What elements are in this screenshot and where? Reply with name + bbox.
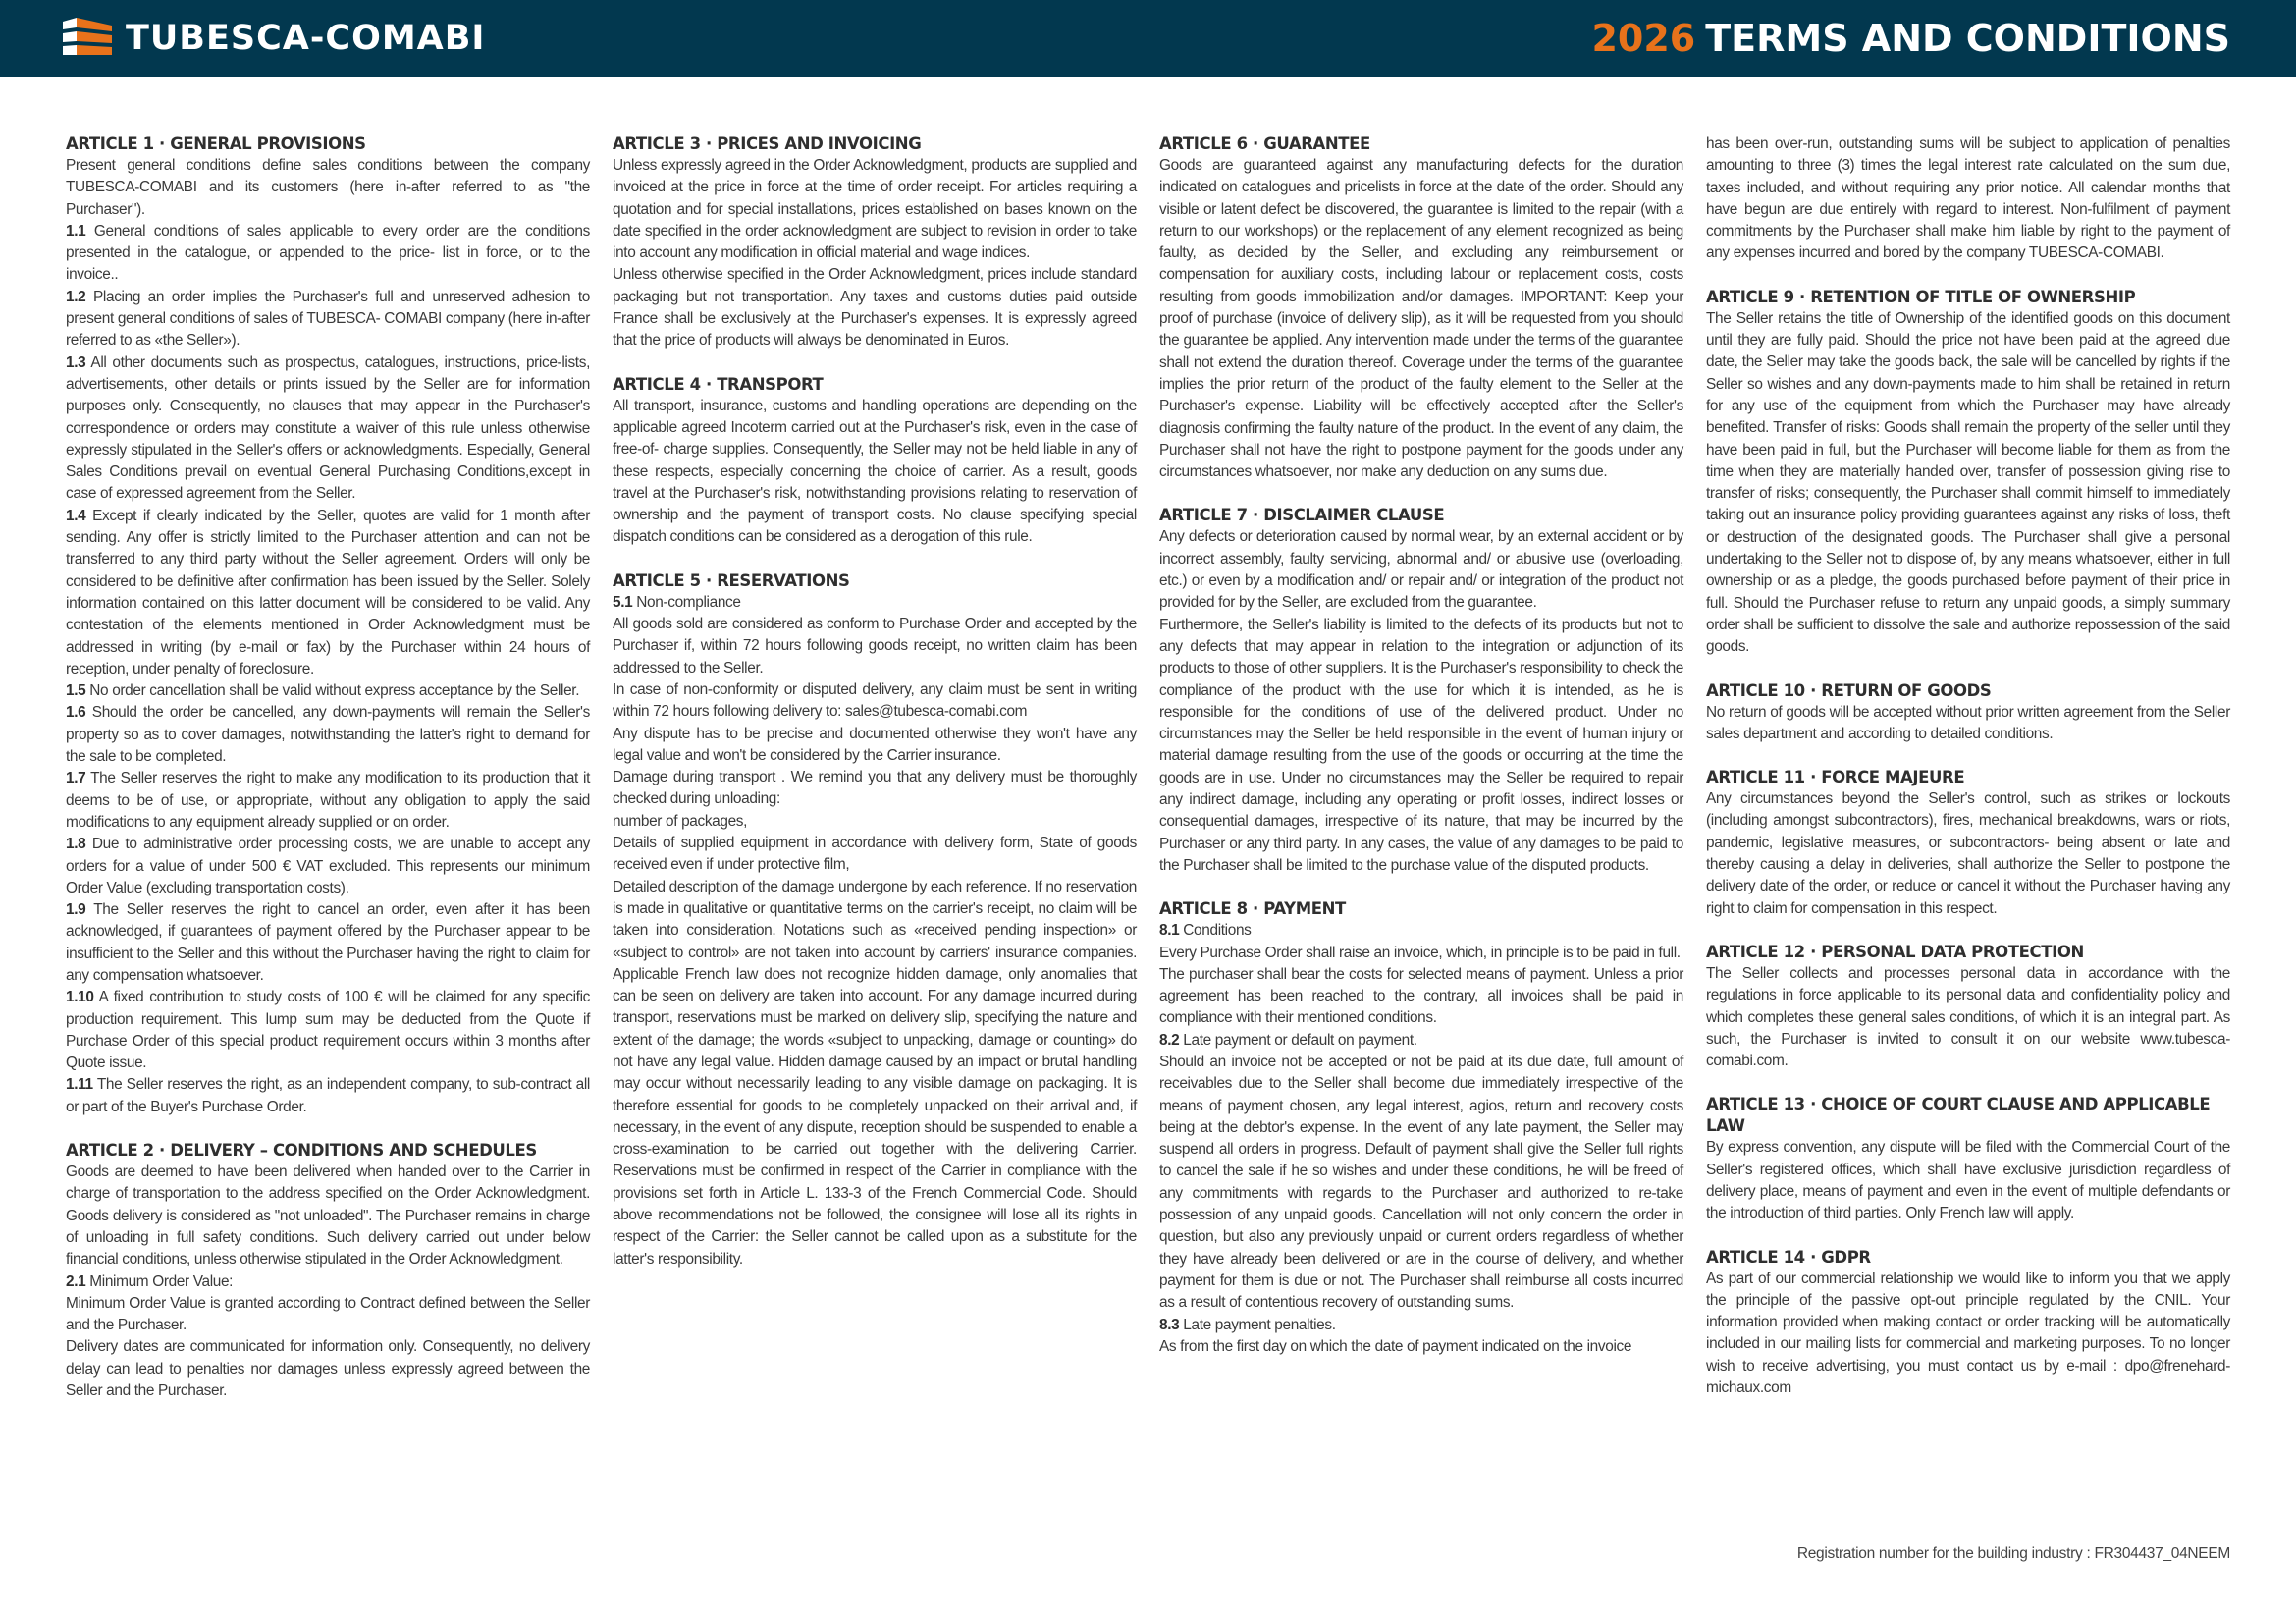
article-paragraph xyxy=(1706,963,2230,1072)
article-section xyxy=(613,570,1137,1271)
clause-number: 8.3 xyxy=(1159,1316,1180,1333)
clause-number: 2.1 xyxy=(66,1272,86,1290)
title-year: 2026 xyxy=(1591,17,1696,60)
article-title: ARTICLE 4 · TRANSPORT xyxy=(613,374,824,394)
clause-text: Unless expressly agreed in the Order Acknowledgment, products are supplied and invoiced at the price in force at the time of order receipt. For articles requiring a quotation and for special installations, prices established on bases known on the date specified in the order acknowledgment are subject to revision in order to take into account any modification in official material and wage indices. xyxy=(613,157,1137,262)
registration-number: Registration number for the building industry : FR304437_04NEEM xyxy=(1796,1545,2230,1562)
page-title xyxy=(1591,16,2230,61)
article-section xyxy=(66,134,590,1118)
article-paragraph xyxy=(613,833,1137,877)
clause-number: 1.1 xyxy=(66,222,86,240)
article-paragraph xyxy=(613,811,1137,833)
article-paragraph xyxy=(66,680,590,702)
article-paragraph xyxy=(66,768,590,834)
article-paragraph xyxy=(66,1162,590,1271)
clause-text: As from the first day on which the date of payment indicated on the invoice xyxy=(1159,1337,1632,1355)
clause-text: All other documents such as prospectus, catalogues, instructions, price-lists, advertisements, other details or prints issued by the Seller are for information purposes only. Consequently, no clauses that may appear in the Purchaser's correspondence or orders may constitute a waiver of this rule unless otherwise expressly stipulated in the Seller's offers or acknowledgments. Especially, General Sales Conditions prevail on eventual General Purchasing Conditions,except in case of expressed agreement from the Seller. xyxy=(66,353,591,503)
clause-text: Present general conditions define sales conditions between the company TUBESCA-COMABI and its customers (here in-after referred to as "the Purchaser"). xyxy=(66,157,590,218)
article-paragraph xyxy=(66,1074,590,1118)
article-paragraph xyxy=(1706,1269,2230,1400)
clause-text: Any defects or deterioration caused by normal wear, by an external accident or by incorrect assembly, faulty servicing, abnormal and/ or abusive use (overloading, etc.) or even by a modification and/ or repair and/ or integration of the product not provided for by the Seller, are excluded from the guarantee. xyxy=(1159,528,1683,612)
clause-text: Non-compliance xyxy=(636,593,741,611)
article-title: ARTICLE 8 · PAYMENT xyxy=(1159,899,1346,919)
article-section xyxy=(1159,505,1683,877)
article-paragraph xyxy=(1159,943,1683,964)
clause-number: 1.6 xyxy=(66,704,86,722)
clause-text: Late payment or default on payment. xyxy=(1183,1031,1417,1049)
article-paragraph xyxy=(66,155,590,221)
article-paragraph xyxy=(613,724,1137,768)
article-paragraph xyxy=(66,987,590,1074)
page-header xyxy=(0,0,2296,77)
article-paragraph xyxy=(66,702,590,768)
article-paragraph xyxy=(613,264,1137,352)
clause-text: The purchaser shall bear the costs for selected means of payment. Unless a prior agreement has been reached to the contrary, all invoices shall be paid in compliance with their mentioned conditions. xyxy=(1159,965,1683,1027)
clause-text: All goods sold are considered as conform to Purchase Order and accepted by the Purchaser if, within 72 hours following goods receipt, no written claim has been addressed to the Seller. xyxy=(613,616,1137,677)
article-paragraph xyxy=(1159,526,1683,614)
column-1 xyxy=(66,134,590,1424)
article-paragraph xyxy=(613,877,1137,1271)
article-title: ARTICLE 1 · GENERAL PROVISIONS xyxy=(66,135,366,153)
article-title: ARTICLE 10 · RETURN OF GOODS xyxy=(1706,680,1992,700)
article-paragraph xyxy=(66,352,590,506)
clause-text: Placing an order implies the Purchaser's full and unreserved adhesion to present general conditions of sales of TUBESCA- COMABI company (here in-after referred to as «the Seller»). xyxy=(66,288,591,350)
article-paragraph xyxy=(1159,155,1683,483)
article-title: ARTICLE 9 · RETENTION OF TITLE OF OWNERSHIP xyxy=(1706,287,2136,306)
clause-text: Except if clearly indicated by the Seller, quotes are valid for 1 month after sending. Any offer is strictly limited to the Purchaser attention and can not be transferred to any third party without the Seller agreement. Orders will only be considered to be definitive after confirmation has been issued by the Seller. Solely information contained on this latter document will be considered to be valid. Any contestation of the elements mentioned in Order Acknowledgment must be addressed in writing (by e-mail or fax) by the Purchaser within 24 hours of reception, under penalty of foreclosure. xyxy=(66,507,590,677)
article-title: ARTICLE 5 · RESERVATIONS xyxy=(613,570,850,590)
article-paragraph xyxy=(66,1293,590,1337)
clause-number: 8.1 xyxy=(1159,922,1180,940)
clause-text: Minimum Order Value: xyxy=(89,1272,234,1290)
clause-text: A fixed contribution to study costs of 100 € will be claimed for any specific production requirement. This lump sum may be deducted from the Quote if Purchase Order of this special product requirement occurs within 3 months after Quote issue. xyxy=(66,989,590,1072)
article-paragraph xyxy=(1159,920,1683,942)
clause-number: 1.5 xyxy=(66,682,86,700)
clause-text: As part of our commercial relationship we would like to inform you that we apply the principle of the passive opt-out principle regulated by the CNIL. Your information provided when making contact or order tracking will be automatically included in our mailing lists for commercial and marketing purposes. To no longer wish to receive advertising, you must contact us by e-mail : dpo@frenehard-michaux.com xyxy=(1706,1270,2230,1397)
article-section xyxy=(613,374,1137,549)
article-paragraph xyxy=(66,1336,590,1402)
article-paragraph xyxy=(613,767,1137,811)
article-section xyxy=(1706,767,2230,920)
clause-text: General conditions of sales applicable to every order are the conditions presented in the catalogue, or appended to the price- list in force, or to the invoice.. xyxy=(66,222,590,284)
clause-text: has been over-run, outstanding sums will be subject to application of penalties amounting to three (3) times the legal interest rate calculated on the sum due, taxes included, and without requiring any prior notice. All calendar months that have begun are due entirely with regard to interest. Non-fulfilment of payment commitments by the Purchaser shall make him liable by right to the payment of any expenses incurred and bored by the company TUBESCA-COMABI. xyxy=(1706,135,2230,262)
clause-number: 5.1 xyxy=(613,593,633,611)
clause-text: The Seller retains the title of Ownership of the identified goods on this document until they are fully paid. Should the price not have been paid at the agreed due date, the Seller may take the goods back, the sale will be cancelled by rights if the Seller so wishes and any down-payments made to him shall be retained in return for any use of the equipment from which the Purchaser may have already benefited. Transfer of risks: Goods shall remain the property of the seller until they have been paid in full, but the Purchaser will become liable for them as from the time when they are materially handed over, transfer of possession giving rise to transfer of risks; consequently, the Purchaser shall commit himself to immediately taking out an insurance policy providing guarantees against any risks of loss, theft or destruction of the designated goods. The Purchaser shall give a personal undertaking to the Seller not to dispose of, by any means whatsoever, either in full ownership or as a pledge, the goods purchased before payment of their price in full. Should the Purchaser refuse to return any unpaid goods, a simply summary order shall be sufficient to dissolve the sale and authorize repossession of the said goods. xyxy=(1706,309,2230,656)
clause-text: Delivery dates are communicated for information only. Consequently, no delivery delay can lead to penalties nor damages unless expressly agreed between the Seller and the Purchaser. xyxy=(66,1338,590,1400)
clause-text: No return of goods will be accepted without prior written agreement from the Seller sales department and according to detailed conditions. xyxy=(1706,703,2230,742)
clause-text: Any dispute has to be precise and documented otherwise they won't have any legal value and won't be considered by the Carrier insurance. xyxy=(613,725,1137,764)
title-text: TERMS AND CONDITIONS xyxy=(1705,17,2230,60)
clause-text: Furthermore, the Seller's liability is limited to the defects of its products but not to any defects that may appear in relation to the integration or adjunction of its products to those of other suppliers. It is the Purchaser's responsibility to check the compliance of the product with the use for which it is intended, as he is responsible for the conditions of use of the delivered product. Under no circumstances may the Seller be held responsible in the event of human injury or material damage resulting from the use of the goods or occurring at the time the goods are in use. Under no circumstances may the Seller be required to repair any indirect damage, including any operating or profit losses, indirect losses or consequential damages, irrespective of its nature, that may be incurred by the Purchaser or any third party. In any cases, the value of any damages to be paid to the Purchaser shall be limited to the purchase value of the disputed products. xyxy=(1159,616,1683,874)
clause-text: The Seller collects and processes personal data in accordance with the regulations in force applicable to its personal data and confidentiality policy and which completes these general sales conditions, of which it is an integral part. As such, the Purchaser is invited to consult it on our website www.tubesca-comabi.com. xyxy=(1706,964,2230,1070)
article-section xyxy=(1159,898,1683,1358)
clause-text: Any circumstances beyond the Seller's control, such as strikes or lockouts (including amongst subcontractors), fires, mechanical breakdowns, wars or riots, pandemic, legislative measures, or subcontractors- being absent or late and thereby causing a delay in deliveries, shall authorize the Seller to postpone the delivery date of the order, or reduce or cancel it without the Purchaser having any right to claim for compensation in this respect. xyxy=(1706,790,2230,917)
article-paragraph xyxy=(1159,1052,1683,1315)
clause-text: Should the order be cancelled, any down-payments will remain the Seller's property so as to cover damages, notwithstanding the latter's right to demand for the sale to be completed. xyxy=(66,704,590,766)
column-4 xyxy=(1706,134,2230,1421)
article-paragraph xyxy=(1706,308,2230,659)
clause-text: number of packages, xyxy=(613,812,748,830)
clause-text: All transport, insurance, customs and handling operations are depending on the applicable agreed Incoterm carried out at the Purchaser's risk, even in the case of free-of- charge supplies. Consequently, the Seller may not be held liable in any of these respects, especially concerning the choice of carrier. As a result, goods travel at the Purchaser's risk, notwithstanding provisions relating to reservation of ownership and the payment of transport costs. No clause specifying special dispatch conditions can be considered as a derogation of this rule. xyxy=(613,397,1137,546)
article-paragraph xyxy=(613,396,1137,549)
column-3 xyxy=(1159,134,1683,1380)
article-paragraph xyxy=(66,287,590,352)
article-section xyxy=(1706,1247,2230,1400)
article-title: ARTICLE 6 · GUARANTEE xyxy=(1159,135,1370,153)
article-section xyxy=(1706,680,2230,746)
article-section xyxy=(1706,287,2230,659)
clause-text: Goods are deemed to have been delivered when handed over to the Carrier in charge of transportation to the address specified on the Order Acknowledgment. Goods delivery is considered as "not unloaded". The Purchaser remains in charge of unloading in full safety conditions. Such delivery carried out under below financial conditions, unless otherwise stipulated in the Order Acknowledgment. xyxy=(66,1164,590,1269)
article-paragraph xyxy=(66,899,590,987)
article-title: ARTICLE 12 · PERSONAL DATA PROTECTION xyxy=(1706,942,2084,961)
article-title: ARTICLE 7 · DISCLAIMER CLAUSE xyxy=(1159,506,1445,525)
clause-text: Minimum Order Value is granted according to Contract defined between the Seller and the Purchaser. xyxy=(66,1294,590,1334)
clause-text: Conditions xyxy=(1183,922,1252,940)
article-paragraph xyxy=(1706,788,2230,920)
clause-number: 1.2 xyxy=(66,288,86,305)
article-paragraph xyxy=(66,221,590,287)
article-paragraph xyxy=(1706,702,2230,746)
clause-number: 1.10 xyxy=(66,989,94,1006)
clause-text: Unless otherwise specified in the Order Acknowledgment, prices include standard packaging but not transportation. Any taxes and customs duties paid outside France shall be exclusively at the Purchaser's expenses. It is expressly agreed that the price of products will always be denominated in Euros. xyxy=(613,266,1137,350)
clause-text: Late payment penalties. xyxy=(1183,1316,1336,1333)
article-paragraph xyxy=(1706,134,2230,265)
article-title: ARTICLE 13 · CHOICE OF COURT CLAUSE AND APPLICABLE LAW xyxy=(1706,1095,2211,1136)
article-paragraph xyxy=(613,155,1137,264)
clause-text: The Seller reserves the right, as an independent company, to sub-contract all or part of the Buyer's Purchase Order. xyxy=(66,1076,590,1115)
article-title: ARTICLE 11 · FORCE MAJEURE xyxy=(1706,768,1965,787)
article-section xyxy=(1706,134,2230,265)
stacked-building-icon xyxy=(63,18,112,59)
clause-text: No order cancellation shall be valid without express acceptance by the Seller. xyxy=(89,682,580,700)
article-paragraph xyxy=(66,834,590,899)
article-paragraph xyxy=(613,679,1137,724)
article-paragraph xyxy=(66,506,590,680)
clause-text: Details of supplied equipment in accordance with delivery form, State of goods received even if under protective film, xyxy=(613,835,1137,874)
clause-text: Every Purchase Order shall raise an invoice, which, in principle is to be paid in full. xyxy=(1159,944,1681,961)
clause-text: Detailed description of the damage undergone by each reference. If no reservation is made in qualitative or quantitative terms on the carrier's receipt, no claim will be taken into consideration. Notations such as «received pending inspection» or «subject to control» are not taken into account by carriers' insurance companies. Applicable French law does not recognize hidden damage, only anomalies that can be seen on delivery are taken into account. For any damage incurred during transport, reservations must be marked on delivery slip, specifying the nature and extent of the damage; the words «subject to unpacking, damage or counting» do not have any legal value. Hidden damage caused by an impact or brutal handling may occur without necessarily leading to any visible damage on packaging. It is therefore essential for goods to be completely unpacked on their arrival and, if necessary, in the event of any dispute, reception should be suspended to enable a cross-examination to be carried out together with the delivering Carrier. Reservations must be confirmed in respect of the Carrier in compliance with the provisions set forth in Article L. 133-3 of the French Commercial Code. Should above recommendations not be followed, the consignee will lose all its rights in respect of the Carrier: the Seller cannot be called upon as a substitute for the latter's responsibility. xyxy=(613,878,1137,1268)
article-title: ARTICLE 2 · DELIVERY – CONDITIONS AND SCHEDULES xyxy=(66,1141,537,1161)
article-title: ARTICLE 3 · PRICES AND INVOICING xyxy=(613,135,922,153)
article-paragraph xyxy=(1706,1137,2230,1224)
article-paragraph xyxy=(1159,1336,1683,1358)
article-paragraph xyxy=(66,1272,590,1293)
article-paragraph xyxy=(1159,615,1683,878)
brand-logo xyxy=(63,18,485,59)
clause-number: 1.9 xyxy=(66,901,86,919)
clause-text: Due to administrative order processing costs, we are unable to accept any orders for a value of under 500 € VAT excluded. This represents our minimum Order Value (excluding transportation costs). xyxy=(66,836,591,896)
clause-number: 8.2 xyxy=(1159,1031,1180,1049)
clause-text: Goods are guaranteed against any manufacturing defects for the duration indicated on catalogues and pricelists in force at the date of the order. Should any visible or latent defect be discovered, the guarantee is limited to the repair (with a return to our workshops) or the replacement of any element recognized as being faulty, as decided by the Seller, and excluding any reimbursement or compensation for auxiliary costs, including labour or replacement costs, costs resulting from goods immobilization and/or damages. IMPORTANT: Keep your proof of purchase (invoice of delivery slip), as it will be requested from you should the guarantee be applied. Any intervention made under the terms of the guarantee shall not extend the duration thereof. Coverage under the terms of the guarantee implies the prior return of the product of the faulty element to the Seller at the Purchaser's expense. Liability will be effectively accepted after the Seller's diagnosis confirming the faulty nature of the product. In the event of any claim, the Purchaser shall not have the right to postpone payment for the goods under any circumstances whatsoever, nor make any deduction on any sums due. xyxy=(1159,157,1683,481)
clause-number: 1.7 xyxy=(66,770,86,787)
article-title: ARTICLE 14 · GDPR xyxy=(1706,1247,1871,1267)
article-section xyxy=(1159,134,1683,483)
clause-text: By express convention, any dispute will be filed with the Commercial Court of the Seller's registered offices, which shall have exclusive jurisdiction regardless of delivery place, means of payment and even in the event of multiple defendants or the introduction of third parties. Only French law will apply. xyxy=(1706,1139,2230,1222)
clause-number: 1.11 xyxy=(66,1076,93,1094)
clause-number: 1.3 xyxy=(66,353,86,371)
clause-text: In case of non-conformity or disputed delivery, any claim must be sent in writing within 72 hours following delivery to: sales@tubesca-comabi.com xyxy=(613,680,1137,721)
article-paragraph xyxy=(613,592,1137,614)
article-section xyxy=(1706,1094,2230,1224)
clause-number: 1.4 xyxy=(66,507,86,524)
column-2 xyxy=(613,134,1137,1292)
article-paragraph xyxy=(613,614,1137,679)
article-section xyxy=(613,134,1137,352)
brand-name: TUBESCA-COMABI xyxy=(126,19,486,58)
article-section xyxy=(66,1140,590,1402)
clause-text: The Seller reserves the right to cancel an order, even after it has been acknowledged, if guarantees of payment offered by the Purchaser appear to be insufficient to the Seller and this without the Purchaser having the right to claim for any compensation whatsoever. xyxy=(66,901,590,984)
clause-text: The Seller reserves the right to make any modification to its production that it deems to be of use, or appropriate, without any obligation to apply the said modifications to any equipment already supplied or on order. xyxy=(66,770,590,831)
clause-text: Should an invoice not be accepted or not be paid at its due date, full amount of receivables due to the Seller shall become due immediately irrespective of the means of payment chosen, any legal interest, agios, return and recovery costs being at the debtor's expense. In the event of any late payment, the Seller may suspend all orders in progress. Default of payment shall give the Seller full rights to cancel the sale if he so wishes and under these conditions, he will be freed of any commitments with regards to the Purchaser and authorized to re-take possession of any unpaid goods. Cancellation will not only concern the order in question, but also any previously unpaid or current orders regardless of whether they have already been delivered or are in the course of delivery, and whether payment for them is due or not. The Purchaser shall reimburse all costs incurred as a result of contentious recovery of outstanding sums. xyxy=(1159,1053,1683,1312)
clause-text: Damage during transport . We remind you that any delivery must be thoroughly checked during unloading: xyxy=(613,769,1137,808)
article-paragraph xyxy=(1159,1315,1683,1336)
article-section xyxy=(1706,942,2230,1072)
article-paragraph xyxy=(1159,964,1683,1030)
clause-number: 1.8 xyxy=(66,836,86,853)
article-paragraph xyxy=(1159,1030,1683,1052)
